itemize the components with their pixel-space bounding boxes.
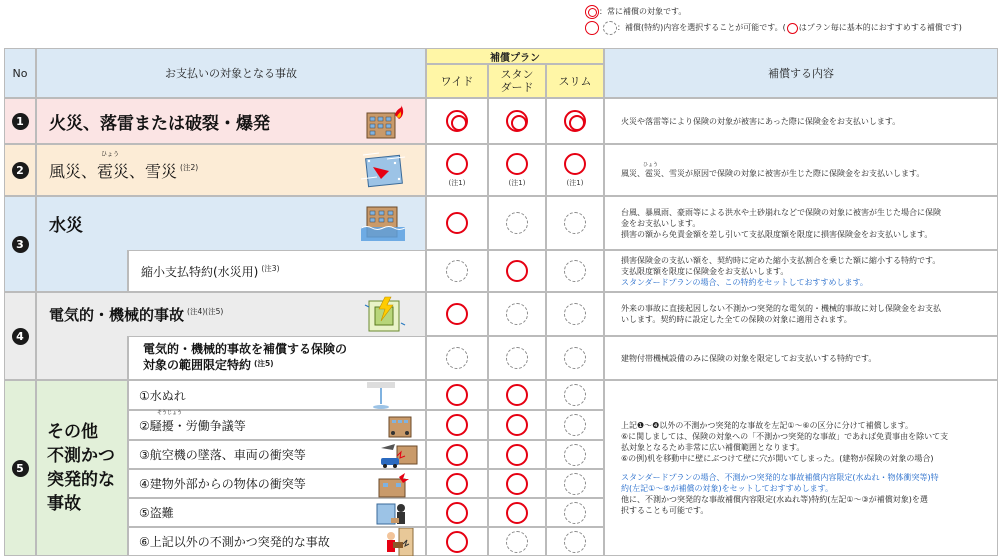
- red-circle-icon: [506, 414, 528, 436]
- row5-number: 5: [4, 380, 36, 556]
- header-content: 補償する内容: [604, 48, 998, 98]
- row1-title-cell: [36, 98, 426, 144]
- red-circle-icon: [585, 21, 599, 35]
- water-leak-icon: [367, 382, 395, 410]
- row2-number: 2: [4, 144, 36, 196]
- row3-plan-slim: [546, 196, 604, 250]
- row3-content: 台風、暴風雨、豪雨等による洪水や土砂崩れなどで保険の対象に被害が生じた場合に保険 金をお支払いします。 損害の額から免責金額を差し引いて支払限度額を限度に損害保険金をお支払いします。: [604, 196, 998, 250]
- dashed-circle-icon: [564, 414, 586, 436]
- row5-item2-plan-standard: [488, 410, 546, 440]
- row5-item4-plan-wide: [426, 469, 488, 498]
- row3-plan-wide: [426, 196, 488, 250]
- row5-item4-plan-slim: [546, 469, 604, 498]
- dashed-circle-icon: [506, 531, 528, 553]
- double-circle-icon: [446, 110, 468, 132]
- header-no: No: [4, 48, 36, 98]
- dashed-circle-icon: [564, 303, 586, 325]
- red-circle-icon: [506, 502, 528, 524]
- header-plan-group: 補償プラン: [426, 48, 604, 64]
- header-accident: お支払いの対象となる事故: [36, 48, 426, 98]
- red-circle-icon: [446, 531, 468, 553]
- row5-item5-plan-wide: [426, 498, 488, 527]
- dashed-circle-icon: [446, 347, 468, 369]
- fire-building-icon: [361, 105, 405, 139]
- row5-item1-plan-slim: [546, 380, 604, 410]
- row3-title: 水災: [49, 216, 83, 236]
- header-plan-slim: スリム: [546, 64, 604, 98]
- dashed-circle-icon: [564, 260, 586, 282]
- row1-plan-standard: [488, 98, 546, 144]
- double-circle-icon: [506, 110, 528, 132]
- row3-sub-plan-standard: [488, 250, 546, 292]
- row2-plan-wide: (注1): [426, 144, 488, 196]
- red-circle-icon: [446, 502, 468, 524]
- row5-item1-plan-wide: [426, 380, 488, 410]
- dashed-circle-icon: [564, 347, 586, 369]
- red-circle-icon: [446, 303, 468, 325]
- row1-plan-slim: [546, 98, 604, 144]
- dashed-circle-icon: [603, 21, 617, 35]
- row4-title-cell: 電気的・機械的事故 (注4)(注5): [36, 292, 426, 336]
- row5-item2-plan-wide: [426, 410, 488, 440]
- row4-sub-title-cell: [128, 336, 426, 380]
- row5-item3-plan-wide: [426, 440, 488, 469]
- row4-sub-plan-slim: [546, 336, 604, 380]
- dashed-circle-icon: [446, 260, 468, 282]
- dashed-circle-icon: [564, 473, 586, 495]
- row5-item5-plan-standard: [488, 498, 546, 527]
- red-circle-icon: [446, 473, 468, 495]
- row4-plan-slim: [546, 292, 604, 336]
- row4-sub-title-line1: 電気的・機械的事故を補償する保険の: [143, 342, 348, 356]
- flooded-building-icon: [361, 203, 405, 243]
- dashed-circle-icon: [506, 212, 528, 234]
- row3-sub-content: 損害保険金の支払い額を、契約時に定めた縮小支払割合を乗じた額に縮小する特約です。 支払限度額を限度に保険金をお支払いします。 スタンダードプランの場合、この特約をセットしておすすめします。: [604, 250, 998, 292]
- legend-recommend-text: はプラン毎に基本的におすすめする補償です): [798, 23, 962, 32]
- wind-snow-icon: [359, 149, 409, 191]
- row5-item-2: そうじょう ②騒擾・労働争議等: [128, 410, 426, 440]
- row4-content: 外来の事故に直接起因しない不測かつ突発的な電気的・機械的事故に対し保険金をお支払 いします。契約時に設定した全ての保険の対象に適用されます。: [604, 292, 998, 336]
- row4-sub-plan-wide: [426, 336, 488, 380]
- row5-item-4: ④建物外部からの物体の衝突等: [128, 469, 426, 498]
- row3-plan-standard: [488, 196, 546, 250]
- row5-item-1: ①水ぬれ: [128, 380, 426, 410]
- object-impact-icon: [375, 471, 411, 498]
- row5-item6-plan-wide: [426, 527, 488, 556]
- legend-always-text: ：常に補償の対象です。: [599, 7, 687, 16]
- electric-machine-icon: [363, 295, 407, 335]
- row5-item3-plan-slim: [546, 440, 604, 469]
- dashed-circle-icon: [506, 347, 528, 369]
- coverage-table: [4, 48, 998, 556]
- double-circle-icon: [585, 5, 599, 19]
- row1-title: 火災、落雷または破裂・爆発: [49, 113, 270, 134]
- row1-plan-wide: [426, 98, 488, 144]
- row5-item2-plan-slim: [546, 410, 604, 440]
- header-plan-wide: ワイド: [426, 64, 488, 98]
- red-circle-icon: [446, 384, 468, 406]
- row4-sub-plan-standard: [488, 336, 546, 380]
- row1-number: 1: [4, 98, 36, 144]
- row5-item6-plan-standard: [488, 527, 546, 556]
- legend-optional-text: ：補償(特約)内容を選択することが可能です。(: [617, 23, 786, 32]
- row4-left-fill: [36, 336, 128, 380]
- row3-left-fill: [36, 250, 128, 292]
- red-circle-icon: [506, 153, 528, 175]
- row5-item-5: ⑤盗難: [128, 498, 426, 527]
- red-circle-icon: [564, 153, 586, 175]
- dashed-circle-icon: [564, 444, 586, 466]
- dashed-circle-icon: [564, 531, 586, 553]
- row4-plan-standard: [488, 292, 546, 336]
- row3-number: 3: [4, 196, 36, 292]
- row3-sub-title: 縮小支払特約(水災用): [141, 264, 259, 279]
- row5-item6-plan-slim: [546, 527, 604, 556]
- car-crash-icon: [379, 442, 419, 469]
- red-circle-icon: [446, 153, 468, 175]
- red-circle-icon: [787, 23, 798, 34]
- row5-title-cell: その他 不測かつ 突発的な 事故: [36, 380, 128, 556]
- row5-item-6: ⑥上記以外の不測かつ突発的な事故: [128, 527, 426, 556]
- row3-sub-plan-wide: [426, 250, 488, 292]
- row3-title-cell: [36, 196, 426, 250]
- row1-content: 火災や落雷等により保険の対象が被害にあった際に保険金をお支払いします。: [604, 98, 998, 144]
- wall-damage-icon: [381, 528, 415, 556]
- header-plan-standard: スタン ダード: [488, 64, 546, 98]
- row5-item1-plan-standard: [488, 380, 546, 410]
- row4-sub-title-line2: 対象の範囲限定特約 $^{(注5)}$: [143, 358, 274, 372]
- row5-item3-plan-standard: [488, 440, 546, 469]
- row5-content: 上記❶〜❹以外の不測かつ突発的な事故を左記①〜⑥の区分に分けて補償します。 ⑥に関しましては、保険の対象への「不測かつ突発的な事故」であれば免責事由を除いて支 払対象となるため非常に広い補償範囲となります。 ⑥の例)机を移動中に壁にぶつけて壁に穴が開いてしまった。(建物が保険の対象の場合) スタンダードプランの場合、不測かつ突発的な事故補償内容限定(水ぬれ・物体衝突等)特 約(左記①〜⑤が補償の対象)をセットしておすすめします。 他に、不測かつ突発的な事故補償内容限定(水ぬれ等)特約(左記①〜③が補償対象)を選 択することも可能です。: [604, 380, 998, 556]
- theft-icon: [375, 500, 409, 527]
- row2-title: ひょう 風災、雹災、雪災: [49, 150, 178, 181]
- red-circle-icon: [446, 212, 468, 234]
- row5-item5-plan-slim: [546, 498, 604, 527]
- double-circle-icon: [564, 110, 586, 132]
- red-circle-icon: [506, 384, 528, 406]
- row2-content: ひょう 風災、雹災、雪災が原因で保険の対象に被害が生じた際に保険金をお支払いします。: [604, 144, 998, 196]
- legend-row-optional: [585, 20, 962, 36]
- red-circle-icon: [446, 414, 468, 436]
- dashed-circle-icon: [506, 303, 528, 325]
- dashed-circle-icon: [564, 212, 586, 234]
- row4-number: 4: [4, 292, 36, 380]
- red-circle-icon: [506, 260, 528, 282]
- dashed-circle-icon: [564, 502, 586, 524]
- dashed-circle-icon: [564, 384, 586, 406]
- red-circle-icon: [446, 444, 468, 466]
- row5-item-3: ③航空機の墜落、車両の衝突等: [128, 440, 426, 469]
- red-circle-icon: [506, 444, 528, 466]
- row2-title-cell: ひょう 風災、雹災、雪災 (注2): [36, 144, 426, 196]
- row4-sub-content: 建物付帯機械設備のみに保険の対象を限定してお支払いする特約です。: [604, 336, 998, 380]
- row2-plan-standard: (注1): [488, 144, 546, 196]
- riot-icon: [385, 413, 415, 439]
- red-circle-icon: [506, 473, 528, 495]
- legend: [585, 4, 962, 36]
- row4-title: 電気的・機械的事故: [49, 306, 185, 324]
- row3-sub-plan-slim: [546, 250, 604, 292]
- row3-sub-title-cell: 縮小支払特約(水災用) (注3): [128, 250, 426, 292]
- legend-row-always: [585, 4, 962, 20]
- row4-plan-wide: [426, 292, 488, 336]
- row2-plan-slim: (注1): [546, 144, 604, 196]
- row5-item4-plan-standard: [488, 469, 546, 498]
